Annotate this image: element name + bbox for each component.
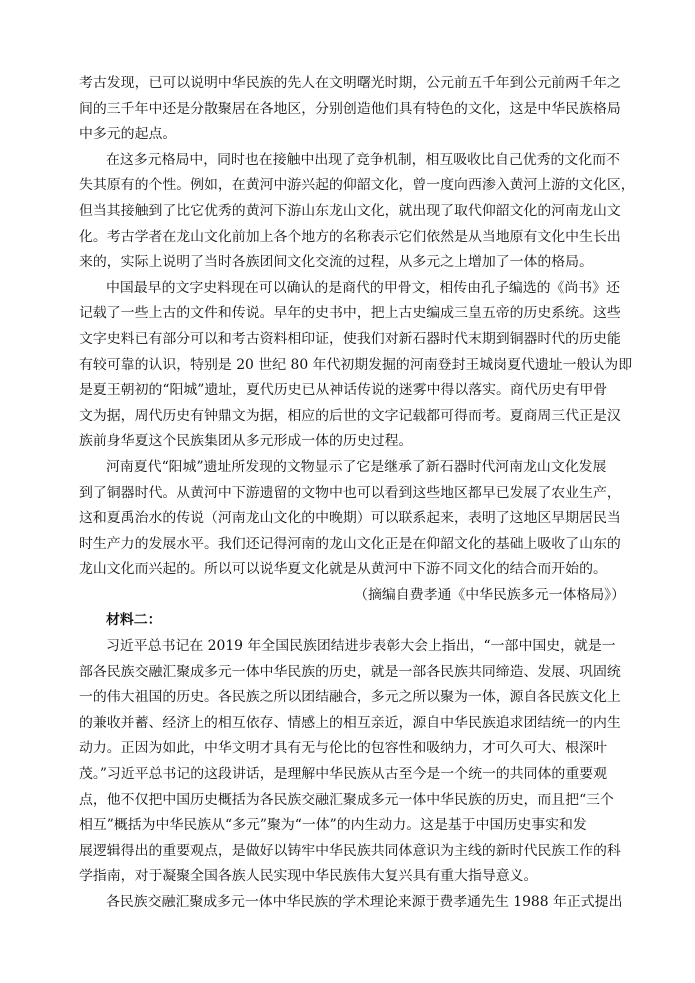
text-line: 考古发现，已可以说明中华民族的先人在文明曙光时期，公元前五千年到公元前两千年之 [79,75,621,91]
text-line: 族前身华夏这个民族集团从多元形成一体的历史过程。 [79,433,413,450]
document-page [79,71,635,916]
text-line: 中多元的起点。 [79,126,177,143]
section-heading: 材料二： [106,612,162,629]
text-line: 这和夏禹治水的传说（河南龙山文化的中晚期）可以联系起来，表明了这地区早期居民当 [79,510,621,527]
text-line: 时生产力的发展水平。我们还记得河南的龙山文化正是在仰韶文化的基础上吸收了山东的 [79,535,621,552]
text-line: 一的伟大祖国的历史。各民族之所以团结融合，多元之所以聚为一体，源自各民族文化上 [79,689,621,706]
text-line: 来的，实际上说明了当时各族团间文化交流的过程，从多元之上增加了一体的格局。 [79,254,593,271]
text-line: 展逻辑得出的重要观点，是做好以铸牢中华民族共同体意识为主线的新时代民族工作的科 [79,842,621,859]
paragraph-first-line: 各民族交融汇聚成多元一体中华民族的学术理论来源于费孝通先生 1988 年正式提出 [106,894,623,910]
text-line: 部各民族交融汇聚成多元一体中华民族的历史，就是一部各民族共同缔造、发展、巩固统 [79,663,621,680]
text-line: 但当其接触到了比它优秀的黄河下游山东龙山文化，就出现了取代仰韶文化的河南龙山文 [79,202,621,219]
text-line: 记载了一些上古的文件和传说。早年的史书中，把上古史编成三皇五帝的历史系统。这些 [79,305,621,322]
paragraph-first-line: 习近平总书记在 2019 年全国民族团结进步表彰大会上指出，“一部中国史，就是一 [106,638,616,655]
text-line: 茂。”习近平总书记的这段讲话，是理解中华民族从古至今是一个统一的共同体的重要观 [79,766,607,783]
paragraph-first-line: 中国最早的文字史料现在可以确认的是商代的甲骨文，相传由孔子编选的《尚书》还 [106,279,620,296]
text-line: 的兼收并蓄、经济上的相互依存、情感上的相互亲近，源自中华民族追求团结统一的内生 [79,714,621,731]
text-line: 龙山文化而兴起的。所以可以说华夏文化就是从黄河中下游不同文化的结合而开始的。 [79,561,607,578]
paragraph-first-line: 在这多元格局中，同时也在接触中出现了竞争机制，相互吸收比自己优秀的文化而不 [106,151,620,168]
text-line: 是夏王朝初的“阳城”遗址，夏代历史已从神话传说的迷雾中得以落实。商代历史有甲骨 [79,382,608,399]
text-line: 相互”概括为中华民族从“多元”聚为“一体”的内生动力。这是基于中国历史事实和发 [79,817,587,834]
text-line: 点，他不仅把中国历史概括为各民族交融汇聚成多元一体中华民族的历史，而且把“三个 [79,791,614,808]
text-line: 学指南，对于凝聚全国各族人民实现中华民族伟大复兴具有重大指导意义。 [79,868,538,885]
text-line: 动力。正因为如此，中华文明才具有无与伦比的包容性和吸纳力，才可久可大、根深叶 [79,740,607,757]
text-line: 化。考古学者在龙山文化前加上各个地方的名称表示它们依然是从当地原有文化中生长出 [79,228,621,245]
text-line: 到了铜器时代。从黄河中下游遗留的文物中也可以看到这些地区都早已发展了农业生产， [79,484,621,501]
text-line: 失其原有的个性。例如，在黄河中游兴起的仰韶文化，曾一度向西渗入黄河上游的文化区， [79,177,635,194]
source-citation: （摘编自费孝通《中华民族多元一体格局》） [354,586,625,603]
text-line: 文字史料已有部分可以和考古资料相印证，使我们对新石器时代末期到铜器时代的历史能 [79,330,621,347]
text-line: 间的三千年中还是分散聚居在各地区，分别创造他们具有特色的文化，这是中华民族格局 [79,100,621,117]
text-line: 文为据，周代历史有钟鼎文为据，相应的后世的文字记载都可得而考。夏商周三代正是汉 [79,407,621,424]
text-line: 有较可靠的认识，特别是 20 世纪 80 年代初期发掘的河南登封王城岗夏代遗址一般认为即 [79,356,633,373]
paragraph-first-line: 河南夏代“阳城”遗址所发现的文物显示了它是继承了新石器时代河南龙山文化发展 [106,458,607,475]
